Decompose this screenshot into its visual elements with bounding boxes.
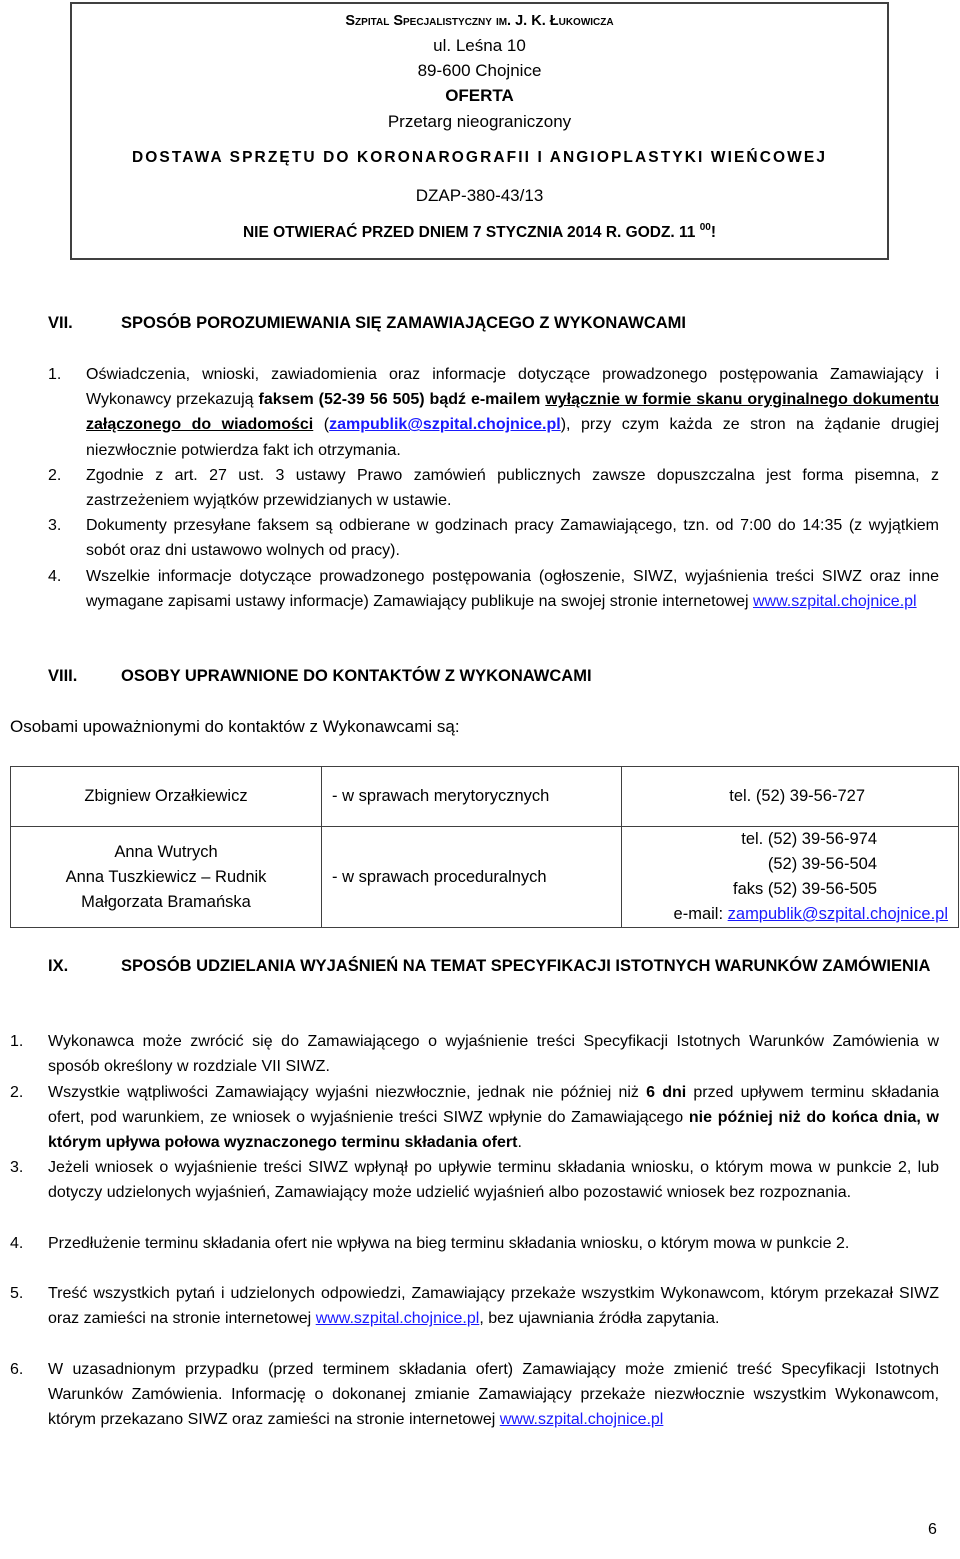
- notice-end: !: [710, 224, 717, 241]
- s9-item-4-number: 4.: [10, 1235, 24, 1252]
- contact-name: Anna Tuszkiewicz – Rudnik: [65, 867, 267, 886]
- contacts-table: [10, 766, 959, 928]
- s9-item-3: Jeżeli wniosek o wyjaśnienie treści SIWZ wpłynął po upływie terminu składania wniosku, o którym mowa w punkcie 2, lub dotyczy udzielonych wyjaśnień, Zamawiający może udzielić wyjaśnień albo pozostawić wniosek bez rozpoznania.: [48, 1159, 939, 1202]
- notice-text: NIE OTWIERAĆ PRZED DNIEM 7 STYCZNIA 2014 R. GODZ. 11: [242, 224, 696, 241]
- s7-item-1-text-end: ), przy czym każda ze stron na żądanie drugiej niezwłocznie potwierdza fakt ich otrzymania.: [86, 416, 940, 459]
- contact-phone: tel. (52) 39-56-727: [622, 767, 959, 827]
- s7-item-3-number: 3.: [48, 517, 62, 534]
- email-label: e-mail:: [673, 905, 724, 923]
- contact-name: Zbigniew Orzałkiewicz: [11, 767, 322, 827]
- s9-item-2-deadline: nie później niż do końca dnia, w którym upływa połowa wyznaczonego terminu składania ofert: [48, 1109, 939, 1152]
- s7-item-3: Dokumenty przesyłane faksem są odbierane w godzinach pracy Zamawiającego, tzn. od 7:00 do 14:35 (z wyjątkiem sobót oraz dni ustawowo wolnych od pracy).: [86, 517, 939, 560]
- contact-name: Małgorzata Bramańska: [81, 892, 251, 911]
- s9-item-5-number: 5.: [10, 1285, 24, 1302]
- s7-item-4: [86, 564, 939, 614]
- header-box: [70, 2, 889, 260]
- s9-website-link-1[interactable]: www.szpital.chojnice.pl: [315, 1310, 480, 1328]
- contact-email-line: [622, 902, 948, 927]
- page-number: 6: [928, 1521, 937, 1538]
- contact-row: [11, 827, 959, 928]
- contacts-intro: Osobami upoważnionymi do kontaktów z Wykonawcami są:: [10, 717, 460, 736]
- contact-role: - w sprawach proceduralnych: [322, 827, 622, 928]
- s9-item-5: [48, 1281, 939, 1331]
- s9-item-2-text-mid: przed upływem terminu składania ofert, pod warunkiem, ze wniosek o wyjaśnienie treści SIWZ wpłynie do Zamawiającego: [48, 1084, 940, 1127]
- s7-item-2-number: 2.: [48, 467, 62, 484]
- section-8-number: VIII.: [48, 667, 78, 685]
- do-not-open-notice: [72, 222, 887, 242]
- tender-type: Przetarg nieograniczony: [387, 112, 572, 131]
- s9-item-2: [48, 1080, 939, 1156]
- s7-item-1-text: Oświadczenia, wnioski, zawiadomienia oraz informacje dotyczące prowadzonego postępowania Zamawiający i Wykonawcy przekazują: [86, 366, 939, 409]
- s9-item-6-text: W uzasadnionym przypadku (przed terminem składania ofert) Zamawiający może zmienić treść Specyfikacji Istotnych Warunków Zamówienia. Informację o dokonanej zmianie Zamawiający przekaże niezwłocznie wszystkim Wykonawcom, którym przekazano SIWZ oraz zamieści na stronie internetowej: [48, 1361, 939, 1429]
- hospital-street: ul. Leśna 10: [433, 36, 526, 55]
- s7-email-link[interactable]: zampublik@szpital.chojnice.pl: [329, 416, 561, 434]
- contact-email-link[interactable]: zampublik@szpital.chojnice.pl: [727, 905, 948, 923]
- s9-item-2-text-end: .: [517, 1134, 522, 1152]
- s9-item-5-text-end: , bez ujawniania źródła zapytania.: [479, 1310, 720, 1328]
- contact-fax: faks (52) 39-56-505: [733, 880, 877, 898]
- s9-item-1-number: 1.: [10, 1033, 24, 1050]
- section-9-title: SPOSÓB UDZIELANIA WYJAŚNIEŃ NA TEMAT SPECYFIKACJI ISTOTNYCH WARUNKÓW ZAMÓWIENIA: [121, 957, 931, 975]
- s9-item-6-number: 6.: [10, 1361, 24, 1378]
- section-9-number: IX.: [48, 957, 69, 975]
- contact-phone: (52) 39-56-504: [767, 855, 877, 873]
- contact-role: - w sprawach merytorycznych: [322, 767, 622, 827]
- s7-item-1-fax: faksem (52-39 56 505) bądź e-mailem: [258, 391, 541, 409]
- contact-names: [11, 827, 322, 928]
- hospital-city: 89-600 Chojnice: [417, 61, 542, 80]
- contact-row: [11, 767, 959, 827]
- s7-item-1-number: 1.: [48, 366, 62, 383]
- contact-name: Anna Wutrych: [114, 842, 218, 861]
- s9-item-6: [48, 1357, 939, 1433]
- s7-item-4-number: 4.: [48, 568, 62, 585]
- contact-phone: tel. (52) 39-56-974: [741, 830, 877, 848]
- supply-title: DOSTAWA SPRZĘTU DO KORONAROGRAFII I ANGIOPLASTYKI WIEŃCOWEJ: [131, 149, 828, 166]
- hospital-name: Szpital Specjalistyczny im. J. K. Łukowicza: [345, 13, 614, 29]
- notice-minutes: 00: [699, 222, 711, 233]
- s7-website-link[interactable]: www.szpital.chojnice.pl: [752, 593, 917, 611]
- s9-item-5-text: Treść wszystkich pytań i udzielonych odpowiedzi, Zamawiający przekaże wszystkim Wykonawcom, którym przekazał SIWZ oraz zamieści na stronie internetowej: [48, 1285, 939, 1328]
- s7-item-2: Zgodnie z art. 27 ust. 3 ustawy Prawo zamówień publicznych zawsze dopuszczalna jest forma pisemna, z zastrzeżeniem wyjątków przewidzianych w ustawie.: [86, 467, 939, 510]
- s7-item-4-text: Wszelkie informacje dotyczące prowadzonego postępowania (ogłoszenie, SIWZ, wyjaśnienia treści SIWZ oraz inne wymagane zapisami ustawy informacje) Zamawiający publikuje na swojej stronie internetowej: [86, 568, 939, 611]
- s9-item-1: Wykonawca może zwrócić się do Zamawiającego o wyjaśnienie treści Specyfikacji Istotnych Warunków Zamówienia w sposób określony w rozdziale VII SIWZ.: [48, 1033, 939, 1076]
- s7-item-1-scan: wyłącznie w formie skanu oryginalnego dokumentu załączonego do wiadomości: [86, 391, 940, 434]
- s9-item-4: Przedłużenie terminu składania ofert nie wpływa na bieg terminu składania wniosku, o którym mowa w punkcie 2.: [48, 1235, 850, 1252]
- offer-label: OFERTA: [445, 86, 514, 105]
- s9-item-2-days: 6 dni: [646, 1084, 687, 1101]
- s9-item-2-text: Wszystkie wątpliwości Zamawiający wyjaśni niezwłocznie, jednak nie później niż: [48, 1084, 639, 1101]
- reference-number: DZAP-380-43/13: [415, 186, 544, 205]
- s9-website-link-2[interactable]: www.szpital.chojnice.pl: [499, 1411, 664, 1429]
- s9-item-3-number: 3.: [10, 1159, 24, 1176]
- contact-phones: [622, 827, 959, 928]
- s9-item-2-number: 2.: [10, 1084, 24, 1101]
- section-8-title: OSOBY UPRAWNIONE DO KONTAKTÓW Z WYKONAWCAMI: [121, 667, 592, 685]
- s7-item-1: Oświadczenia, wnioski, zawiadomienia oraz informacje dotyczące prowadzonego postępowania Zamawiający i Wykonawcy przekazują faksem (52-39 56 505) bądź e-mailem wyłącznie w formie skanu oryginalnego dokumentu załączonego do wiadomości (zampublik@szpital.chojnice.pl), przy czym każda ze stron na żądanie drugiej niezwłocznie potwierdza fakt ich otrzymania.: [86, 366, 940, 459]
- section-7-title: SPOSÓB POROZUMIEWANIA SIĘ ZAMAWIAJĄCEGO Z WYKONAWCAMI: [121, 314, 686, 332]
- section-7-number: VII.: [48, 314, 73, 332]
